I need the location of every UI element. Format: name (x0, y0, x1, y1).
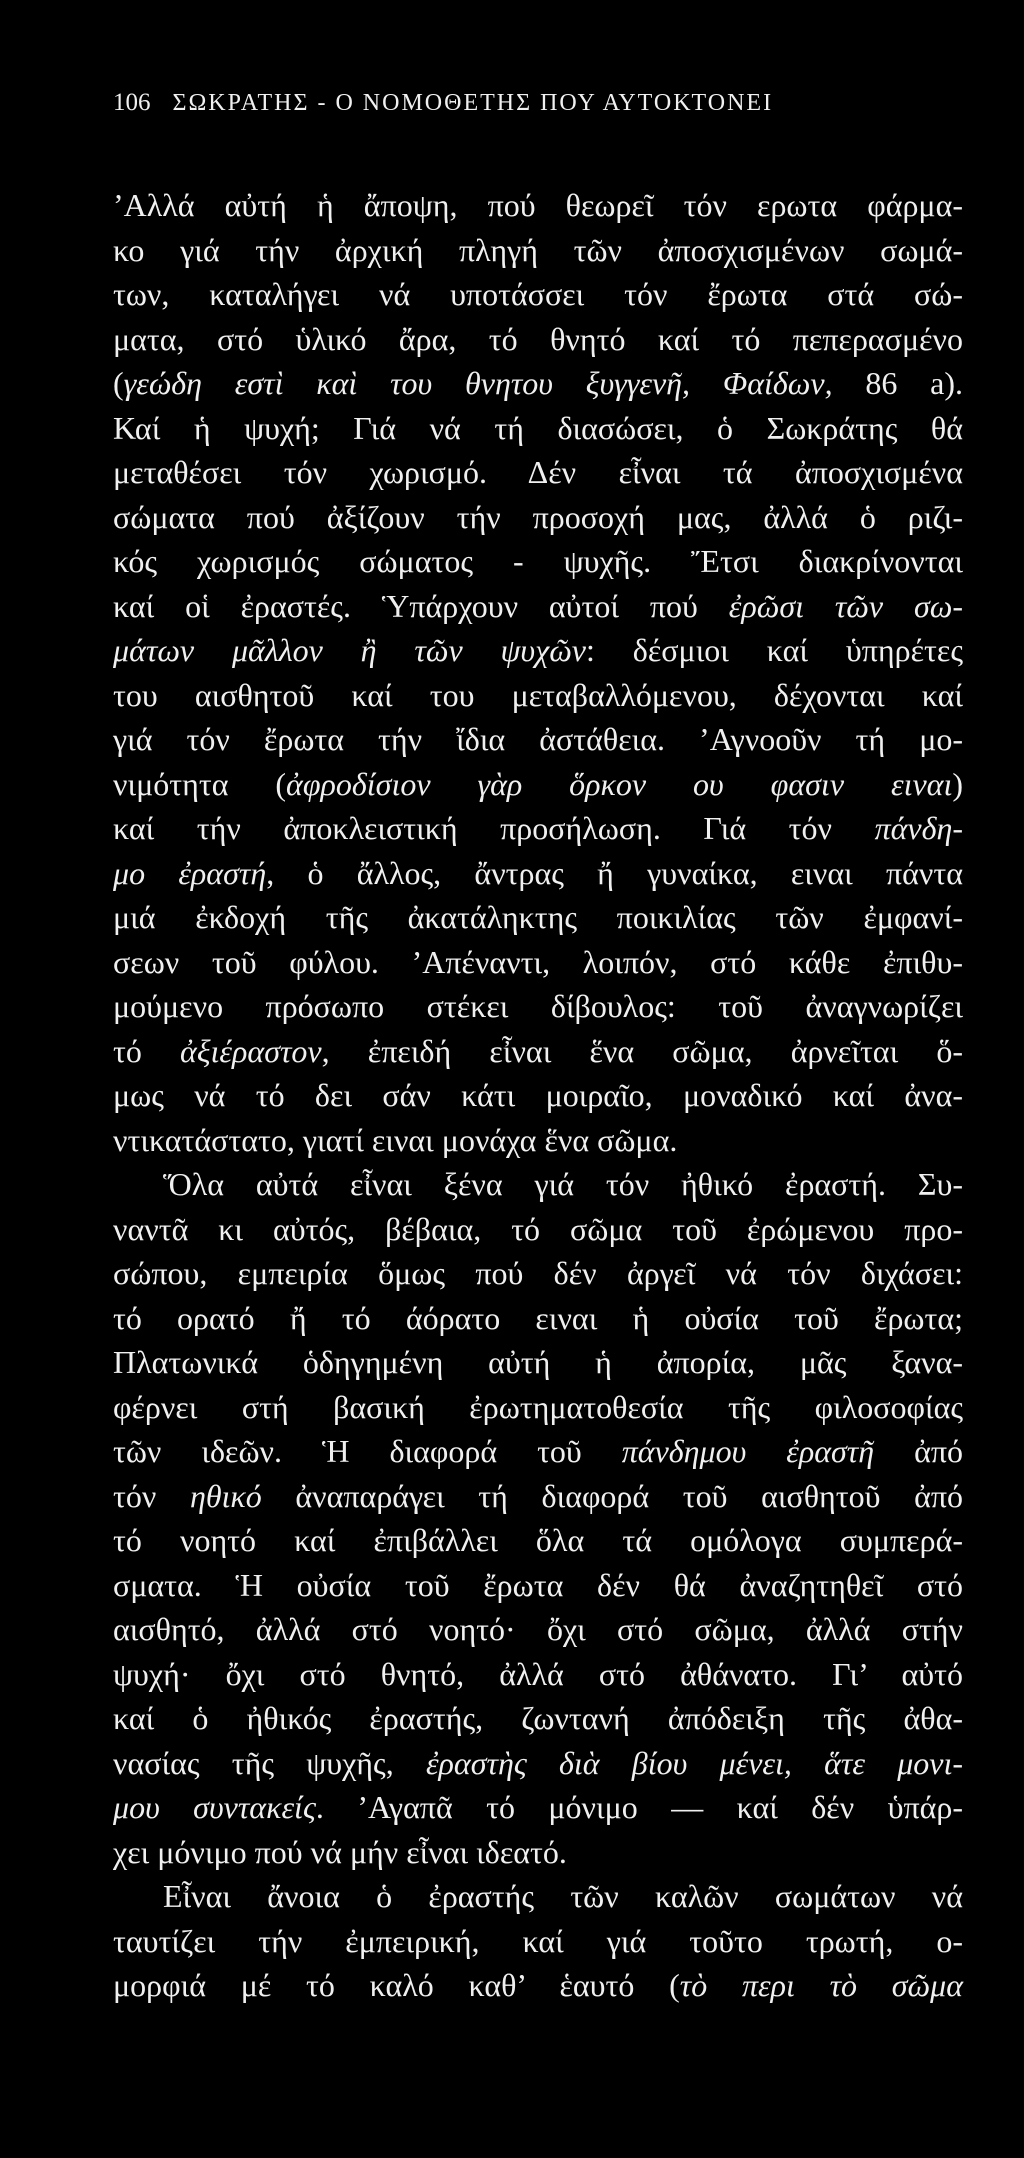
text-line (113, 673, 963, 718)
text-run: μορφιά μέ τό καλό καθ’ ἑαυτό ( (113, 1967, 680, 2003)
text-run: ( (113, 365, 124, 401)
italic-text-run: πάνδη- (874, 810, 963, 846)
text-line (113, 984, 963, 1029)
text-run: μεταθέσει τόν χωρισμό. Δέν εἶναι τά ἀποσχισμένα (113, 454, 963, 490)
text-line (113, 183, 963, 228)
text-run: σεων τοῦ φύλου. ’Απέναντι, λοιπόν, στό κάθε ἐπιθυ- (113, 943, 963, 980)
text-line (113, 1162, 963, 1207)
text-line (113, 1652, 963, 1697)
text-line (113, 1741, 963, 1786)
text-run: , ὁ ἄλλος, ἄντρας ἤ γυναίκα, ειναι πάντα (266, 854, 964, 891)
text-run: καί οἱ ἐραστές. Ὑπάρχουν αὐτοί πού (113, 587, 729, 624)
text-run: των, καταλήγει νά υποτάσσει τόν ἔρωτα στά σώ- (113, 276, 963, 312)
text-run: γιά τόν ἔρωτα τήν ἴδια ἀστάθεια. ’Αγνοοῦν τή μο- (113, 721, 963, 757)
text-line (113, 539, 963, 584)
text-line (113, 762, 963, 807)
running-title: ΣΩΚΡΑΤΗΣ - Ο ΝΟΜΟΘΕΤΗΣ ΠΟΥ ΑΥΤΟΚΤΟΝΕΙ (172, 90, 774, 116)
italic-text-run: μο ἐραστή (113, 854, 267, 891)
text-line (113, 361, 963, 406)
text-line (113, 1607, 963, 1652)
text-line (113, 272, 963, 317)
text-run: 86 a). (832, 365, 963, 401)
italic-text-run: πάνδημου ἐραστῆ (621, 1433, 875, 1469)
text-line (113, 806, 963, 851)
italic-text-run: ἀφροδίσιον γὰρ ὅρκον ου φασιν ειναι (286, 765, 953, 802)
text-line (113, 717, 963, 762)
text-line (113, 228, 963, 273)
text-line (113, 1251, 963, 1296)
text-run: τό νοητό καί ἐπιβάλλει ὅλα τά ομόλογα συμπερά- (113, 1522, 963, 1558)
text-run: ’Αλλά αὐτή ἡ ἄποψη, πού θεωρεῖ τόν ερωτα φάρμα- (113, 187, 963, 223)
text-line (113, 584, 963, 629)
text-run: Πλατωνικά ὁδηγημένη αὐτή ἡ ἀπορία, μᾶς ξανα- (113, 1344, 963, 1380)
text-line (113, 317, 963, 362)
text-line (113, 450, 963, 495)
text-run: σώματα πού ἀξίζουν τήν προσοχή μας, ἀλλά ὁ ριζι- (113, 498, 963, 535)
text-line (113, 1429, 963, 1474)
text-run: ματα, στό ὑλικό ἄρα, τό θνητό καί τό πεπερασμένο (113, 320, 963, 357)
paragraph (113, 1162, 963, 1874)
text-run: κός χωρισμός σώματος - ψυχῆς. Ἔτσι διακρίνονται (113, 543, 963, 579)
paragraph (113, 1874, 963, 2008)
text-run: ἀναπαράγει τή διαφορά τοῦ αισθητοῦ ἀπό (261, 1477, 963, 1514)
paragraph (113, 183, 963, 1162)
running-head (113, 86, 963, 120)
text-run: χει μόνιμο πού νά μήν εἶναι ιδεατό. (113, 1833, 567, 1870)
text-line (113, 1340, 963, 1385)
text-line (113, 1207, 963, 1252)
text-run: . ’Αγαπᾶ τό μόνιμο — καί δέν ὑπάρ- (315, 1789, 963, 1825)
text-run: μιά ἐκδοχή τῆς ἀκατάληκτης ποικιλίας τῶν ἐμφανί- (113, 899, 963, 935)
text-run: μως νά τό δει σάν κάτι μοιραῖο, μοναδικό καί ἀνα- (113, 1077, 963, 1113)
text-line (113, 1296, 963, 1341)
text-run: καί ὁ ἠθικός ἐραστής, ζωντανή ἀπόδειξη τῆς ἀθα- (113, 1700, 963, 1736)
text-line (113, 851, 963, 896)
italic-text-run: μου συντακείς (113, 1789, 316, 1825)
text-line (113, 495, 963, 540)
text-line (113, 940, 963, 985)
text-line (113, 628, 963, 673)
text-line (113, 1474, 963, 1519)
italic-text-run: ἀξιέραστον (180, 1032, 322, 1069)
text-run: αισθητό, ἀλλά στό νοητό· ὄχι στό σῶμα, ἀλλά στήν (113, 1611, 963, 1647)
text-line (113, 1963, 963, 2008)
text-run: σώπου, εμπειρία ὅμως πού δέν ἀργεῖ νά τόν διχάσει: (113, 1255, 963, 1291)
text-line (113, 1563, 963, 1608)
italic-text-run: ἐρῶσι τῶν σω- (728, 587, 964, 624)
text-run: φέρνει στή βασική ἐρωτηματοθεσία τῆς φιλοσοφίας (113, 1388, 963, 1425)
text-line (113, 406, 963, 451)
text-run: ) (952, 765, 964, 802)
text-run: ντικατάστατο, γιατί ειναι μονάχα ἕνα σῶμα. (113, 1121, 678, 1158)
text-run: ταυτίζει τήν ἐμπειρική, καί γιά τοῦτο τρωτή, ο- (113, 1922, 963, 1959)
italic-text-run: ἐραστὴς διὰ βίου μένει, ἅτε μονι- (425, 1744, 964, 1781)
text-run: τῶν ιδεῶν. Ἡ διαφορά τοῦ (113, 1433, 622, 1469)
italic-text-run: γεώδη εστὶ καὶ του θνητου ξυγγενῆ, Φαίδων, (123, 365, 833, 401)
text-run: , ἐπειδή εἶναι ἕνα σῶμα, ἀρνεῖται ὅ- (321, 1032, 964, 1069)
text-line (113, 1785, 963, 1830)
text-run: σματα. Ἡ οὐσία τοῦ ἔρωτα δέν θά ἀναζητηθεῖ στό (113, 1566, 963, 1603)
italic-text-run: τὸ περι τὸ σῶμα (679, 1967, 964, 2003)
text-run: του αισθητοῦ καί του μεταβαλλόμενου, δέχονται καί (113, 676, 963, 713)
text-line (113, 1874, 963, 1919)
text-run: Εἶναι ἄνοια ὁ ἐραστής τῶν καλῶν σωμάτων νά (163, 1878, 963, 1914)
italic-text-run: ηθικό (189, 1477, 262, 1514)
text-run: τό (113, 1032, 181, 1069)
text-run: τόν (113, 1477, 190, 1514)
body-text (113, 183, 963, 2008)
text-run: ἀπό (874, 1433, 964, 1469)
text-run: τό ορατό ἤ τό άόρατο ειναι ἡ οὐσία τοῦ ἔρωτα; (113, 1299, 963, 1336)
text-line (113, 895, 963, 940)
text-run: νασίας τῆς ψυχῆς, (113, 1744, 426, 1781)
text-line (113, 1518, 963, 1563)
text-run: καί τήν ἀποκλειστική προσήλωση. Γιά τόν (113, 810, 875, 846)
text-line (113, 1029, 963, 1074)
text-run: μούμενο πρόσωπο στέκει δίβουλος: τοῦ ἀναγνωρίζει (113, 988, 963, 1024)
text-run: νιμότητα ( (113, 765, 287, 802)
text-run: Καί ἡ ψυχή; Γιά νά τή διασώσει, ὁ Σωκράτης θά (113, 409, 963, 446)
text-run: Ὅλα αὐτά εἶναι ξένα γιά τόν ἠθικό ἐραστή. Συ- (163, 1166, 963, 1202)
text-run: κο γιά τήν ἀρχική πληγή τῶν ἀποσχισμένων σωμά- (113, 231, 963, 268)
text-run: : δέσμιοι καί ὑπηρέτες (586, 632, 964, 668)
italic-text-run: μάτων μᾶλλον ἢ τῶν ψυχῶν (113, 632, 586, 668)
text-line (113, 1073, 963, 1118)
text-line (113, 1118, 963, 1163)
page-number: 106 (113, 89, 151, 116)
text-line (113, 1919, 963, 1964)
text-run: ναντᾶ κι αὐτός, βέβαια, τό σῶμα τοῦ ἐρώμενου προ- (113, 1210, 963, 1247)
text-run: ψυχή· ὄχι στό θνητό, ἀλλά στό ἀθάνατο. Γι’ αὐτό (113, 1655, 963, 1692)
text-line (113, 1696, 963, 1741)
text-line (113, 1830, 963, 1875)
text-line (113, 1385, 963, 1430)
